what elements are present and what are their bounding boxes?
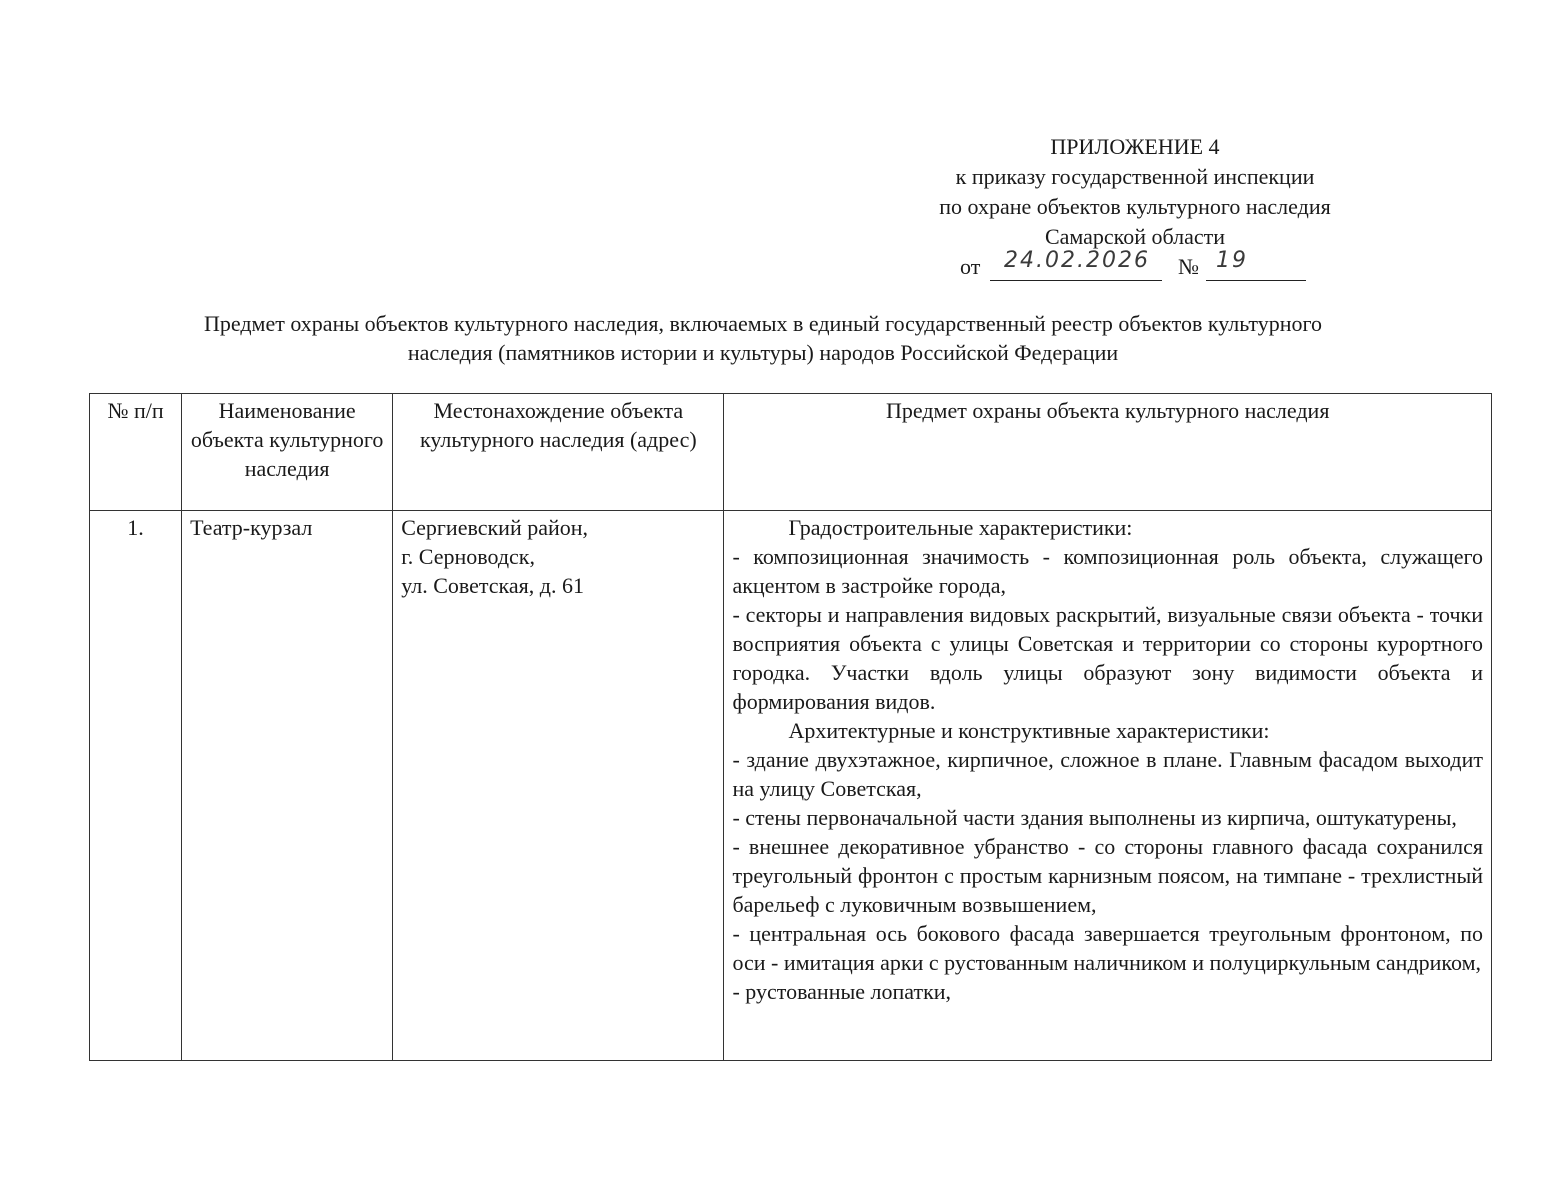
header-subject: Предмет охраны объекта культурного наследия: [724, 394, 1492, 511]
appendix-block: [880, 132, 1390, 282]
handwritten-date: 24.02.2026: [1004, 248, 1150, 273]
subject-item: - внешнее декоративное убранство - со стороны главного фасада сохранился треугольный фронтон с простым карнизным поясом, на тимпане - трехлистный барельеф с луковичным возвышением,: [732, 834, 1483, 917]
appendix-title: ПРИЛОЖЕНИЕ 4: [1050, 134, 1220, 159]
location-line: Сергиевский район,: [401, 515, 589, 540]
date-prefix: от: [960, 254, 981, 279]
subject-item: - рустованные лопатки,: [732, 979, 952, 1004]
location-line: г. Серноводск,: [401, 544, 535, 569]
handwritten-number: 19: [1216, 248, 1248, 273]
date-field: [990, 248, 1162, 281]
number-field: [1206, 248, 1306, 281]
table-header-row: [90, 394, 1492, 511]
appendix-line-3: Самарской области: [1044, 224, 1226, 249]
number-sign: №: [1178, 254, 1199, 279]
appendix-line-2: по охране объектов культурного наследия: [939, 194, 1331, 219]
appendix-line-1: к приказу государственной инспекции: [955, 164, 1315, 189]
object-location: [393, 511, 724, 1061]
location-line: ул. Советская, д. 61: [401, 573, 584, 598]
subject-heading: Архитектурные и конструктивные характеристики:: [788, 718, 1270, 743]
subject-item: - центральная ось бокового фасада завершается треугольным фронтоном, по оси - имитация арки с рустованным наличником и полуциркульным сандриком,: [732, 921, 1483, 975]
order-date-line: [880, 248, 1390, 282]
header-location: Местонахождение объекта культурного наследия (адрес): [393, 394, 724, 511]
heritage-table: [89, 393, 1492, 1061]
header-number: № п/п: [90, 394, 182, 511]
table-row: [90, 511, 1492, 1061]
subject-item: - секторы и направления видовых раскрытий, визуальные связи объекта - точки восприятия объекта с улицы Советская и территории со стороны курортного городка. Участки вдоль улицы образуют зону видимости объекта и формирования видов.: [732, 602, 1483, 714]
subject-item: - композиционная значимость - композиционная роль объекта, служащего акцентом в застройке города,: [732, 544, 1483, 598]
subject-item: - здание двухэтажное, кирпичное, сложное в плане. Главным фасадом выходит на улицу Советская,: [732, 747, 1483, 801]
protection-subject: [724, 511, 1492, 1061]
subject-heading: Градостроительные характеристики:: [788, 515, 1133, 540]
object-name: Театр-курзал: [182, 511, 393, 1061]
subject-item: - стены первоначальной части здания выполнены из кирпича, оштукатурены,: [732, 805, 1457, 830]
document-title: [100, 309, 1426, 367]
header-name: Наименование объекта культурного наследия: [182, 394, 393, 511]
row-number: 1.: [90, 511, 182, 1061]
document-title-line-1: Предмет охраны объектов культурного наследия, включаемых в единый государственный реестр объектов культурного: [204, 311, 1322, 336]
document-title-line-2: наследия (памятников истории и культуры) народов Российской Федерации: [407, 340, 1119, 365]
